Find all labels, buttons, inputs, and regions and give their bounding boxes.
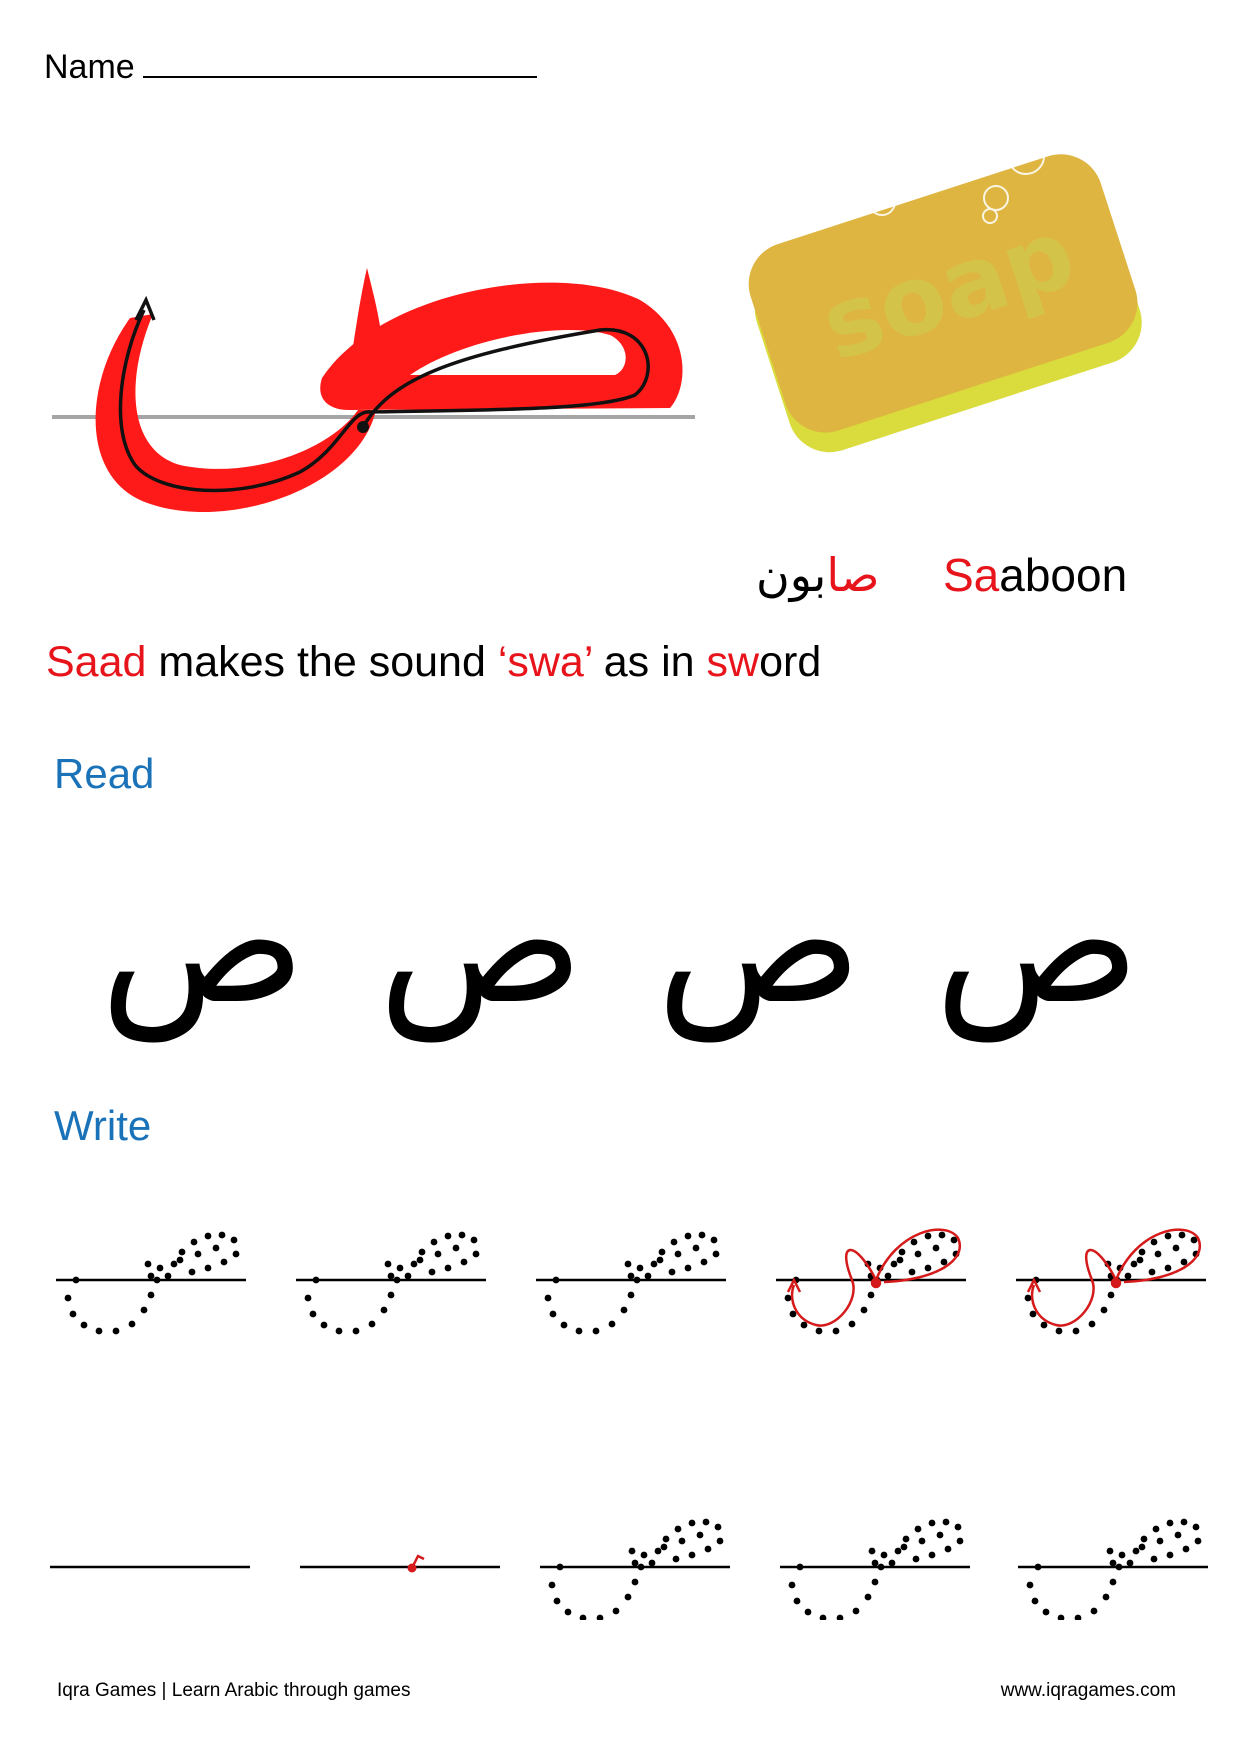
letter-name: Saad: [46, 638, 147, 686]
trace-cell-guided[interactable]: [776, 1230, 966, 1335]
arabic-word-rest: بون: [756, 548, 827, 602]
read-heading: Read: [54, 750, 155, 797]
write-cell-start[interactable]: [300, 1556, 500, 1573]
transliteration: [943, 549, 1127, 601]
example-highlight: sw: [706, 638, 760, 686]
arabic-word-highlight: صا: [826, 548, 880, 602]
soap-label: soap: [808, 196, 1088, 383]
arabic-word: [756, 548, 879, 602]
trace-cell[interactable]: [780, 1519, 970, 1620]
trace-cell[interactable]: [540, 1519, 730, 1620]
footer-left: Iqra Games | Learn Arabic through games: [57, 1680, 411, 1701]
example-rest: ord: [759, 638, 822, 686]
write-practice-area[interactable]: [0, 1180, 1240, 1620]
hero-letter-saad: [40, 260, 720, 550]
write-heading: Write: [54, 1102, 152, 1149]
transliteration-rest: aboon: [999, 549, 1128, 601]
footer-website-link[interactable]: www.iqragames.com: [1000, 1680, 1176, 1701]
soap-image: [726, 108, 1166, 458]
trace-cell[interactable]: [1018, 1519, 1208, 1620]
transliteration-highlight: Sa: [943, 549, 1000, 601]
name-line[interactable]: [143, 46, 537, 78]
hero-trace-start-dot: [357, 421, 369, 433]
sound-value: ‘swa’: [497, 638, 592, 686]
read-letters: [100, 844, 1140, 1042]
read-letter: ص: [378, 844, 584, 1042]
read-letter: ص: [934, 844, 1140, 1042]
trace-cell[interactable]: [536, 1232, 726, 1335]
hero-bowl: [96, 314, 376, 512]
trace-cell[interactable]: [56, 1232, 246, 1335]
sound-text-1: makes the sound: [146, 638, 498, 686]
name-field[interactable]: [44, 46, 537, 87]
trace-cell[interactable]: [296, 1232, 486, 1335]
word-row: [756, 548, 1127, 602]
trace-cell-guided[interactable]: [1016, 1230, 1206, 1335]
sound-sentence: [46, 638, 821, 687]
name-label: Name: [44, 48, 135, 86]
read-letter: ص: [656, 844, 862, 1042]
sound-text-2: as in: [591, 638, 707, 686]
read-letter: ص: [100, 844, 306, 1042]
